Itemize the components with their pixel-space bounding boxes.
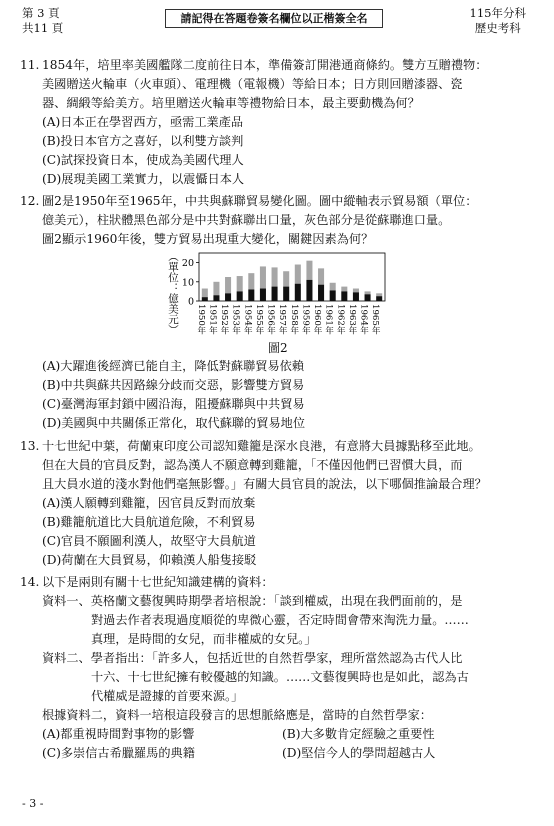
y-tick-label: 0 [187, 296, 194, 308]
x-tick-label: 1953年 [230, 304, 241, 335]
x-tick-label: 1961年 [323, 304, 334, 335]
signature-banner: 請記得在答題卷簽名欄位以正楷簽全名 [165, 9, 383, 28]
x-tick-label: 1955年 [253, 304, 264, 335]
bar-import [330, 283, 336, 291]
bar-export [318, 285, 324, 301]
bar-export [353, 292, 359, 301]
question-13 [20, 437, 534, 570]
option-b[interactable]: (B)大多數肯定經驗之重要性 [282, 727, 435, 741]
figure-caption: 圖2 [268, 341, 288, 355]
bar-export [225, 293, 231, 301]
option-b[interactable]: (B)投日本官方之喜好，以利雙方談判 [42, 134, 244, 148]
source-2-line: 資料二、學者指出：「許多人，包括近世的自然哲學家，理所當然認為古代人比 [42, 651, 463, 665]
exam-year: 115年分科 [469, 6, 526, 20]
option-b[interactable]: (B)中共與蘇共因路線分歧而交惡，影響雙方貿易 [42, 378, 305, 392]
bar-import [283, 271, 289, 286]
bar-export [295, 284, 301, 301]
x-tick-label: 1959年 [300, 304, 311, 335]
bar-import [225, 277, 231, 293]
question-stem-line: 美國贈送火輪車（火車頭）、電理機（電報機）等給日本；日方則回贈漆器、瓷 [42, 77, 463, 91]
question-stem-line: 圖2顯示1960年後，雙方貿易出現重大變化，關鍵因素為何？ [42, 232, 374, 246]
x-tick-label: 1957年 [277, 304, 288, 335]
y-tick-label: 10 [181, 277, 194, 289]
bar-import [306, 261, 312, 280]
y-tick-label: 20 [181, 258, 194, 270]
bar-import [295, 265, 301, 284]
option-c[interactable]: (C)試探投資日本，使成為美國代理人 [42, 153, 244, 167]
bar-import [318, 268, 324, 284]
source-1-line: 資料一、英格蘭文藝復興時期學者培根說：「談到權威，出現在我們面前的，是 [42, 594, 463, 608]
bar-import [376, 293, 382, 296]
question-stem-line: 根據資料二，資料一培根這段發言的思想脈絡應是，當時的自然哲學家： [42, 708, 432, 722]
option-a[interactable]: (A)大躍進後經濟已能自主，降低對蘇聯貿易依賴 [42, 359, 305, 373]
bar-import [213, 282, 219, 295]
header-right [470, 6, 526, 36]
bar-import [202, 289, 208, 298]
header-left [22, 6, 63, 36]
trade-chart-svg [165, 249, 395, 341]
option-b[interactable]: (B)雞籠航道比大員航道危險，不利貿易 [42, 515, 256, 529]
bar-export [365, 294, 371, 301]
question-14 [20, 573, 534, 763]
bar-import [365, 291, 371, 294]
question-number: 11. [20, 58, 40, 72]
x-tick-label: 1963年 [346, 304, 357, 335]
question-12-options [20, 357, 534, 433]
bar-export [341, 291, 347, 301]
option-c[interactable]: (C)臺灣海軍封鎖中國沿海，阻擾蘇聯與中共貿易 [42, 397, 305, 411]
source-1-line: 對過去作者表現過度順從的卑微心靈，否定時間會帶來淘洗力量。…… [91, 613, 469, 627]
option-a[interactable]: (A)日本正在學習西方，亟需工業產品 [42, 115, 244, 129]
question-stem-line: 但在大員的官員反對，認為漢人不願意轉到雞籠，「不僅因他們已習慣大員，而 [42, 458, 463, 472]
total-pages: 共11 頁 [22, 21, 64, 35]
bar-export [272, 287, 278, 301]
bar-import [260, 266, 266, 288]
exam-subject: 歷史考科 [474, 21, 521, 35]
question-11 [20, 56, 534, 189]
question-stem-line: 且大員水道的淺水對他們毫無影響。」有關大員官員的說法，以下哪個推論最合理？ [42, 477, 487, 491]
option-d[interactable]: (D)美國與中共關係正常化，取代蘇聯的貿易地位 [42, 416, 306, 430]
question-stem-line: 器、綢緞等給美方。培里贈送火輪車等禮物給日本，最主要動機為何？ [42, 96, 420, 110]
bar-export [248, 289, 254, 301]
x-tick-label: 1962年 [335, 304, 346, 335]
bar-export [330, 290, 336, 301]
bar-import [353, 289, 359, 293]
trade-chart [165, 249, 395, 341]
option-d[interactable]: (D)堅信今人的學問超越古人 [282, 746, 436, 760]
bar-export [237, 291, 243, 301]
bar-export [306, 280, 312, 301]
x-tick-label: 1950年 [195, 304, 206, 335]
bar-export [376, 296, 382, 301]
bar-export [202, 297, 208, 301]
option-c[interactable]: (C)官員不願圖利漢人，故堅守大員航道 [42, 534, 256, 548]
x-tick-label: 1952年 [219, 304, 230, 335]
bar-import [272, 267, 278, 286]
option-d[interactable]: (D)荷蘭在大員貿易，仰賴漢人船隻接駁 [42, 553, 257, 567]
x-tick-label: 1964年 [358, 304, 369, 335]
bar-export [213, 295, 219, 301]
option-row [20, 744, 534, 763]
question-number: 12. [20, 194, 40, 208]
x-tick-label: 1951年 [207, 304, 218, 335]
page-number: 第 3 頁 [22, 6, 60, 20]
question-number: 14. [20, 575, 40, 589]
source-2-line: 代權威是證據的首要來源。」 [91, 689, 244, 703]
x-tick-label: 1958年 [288, 304, 299, 335]
x-tick-label: 1954年 [242, 304, 253, 335]
x-tick-label: 1956年 [265, 304, 276, 335]
source-1-line: 真理，是時間的女兒，而非權威的女兒。」 [91, 632, 317, 646]
question-intro: 以下是兩則有關十七世紀知識建構的資料： [42, 575, 274, 589]
bar-import [248, 273, 254, 289]
y-axis-label: （單位：億美元） [167, 251, 179, 335]
question-stem-line: 億美元），柱狀體黑色部分是中共對蘇聯出口量，灰色部分是從蘇聯進口量。 [42, 213, 451, 227]
question-12 [20, 192, 534, 249]
option-a[interactable]: (A)都重視時間對事物的影響 [42, 727, 195, 741]
bar-import [341, 287, 347, 292]
option-d[interactable]: (D)展現美國工業實力，以震懾日本人 [42, 172, 245, 186]
option-c[interactable]: (C)多崇信古希臘羅馬的典籍 [42, 746, 195, 760]
page-footer: - 3 - [22, 797, 44, 810]
source-2-line: 十六、十七世紀擁有較優越的知識。……文藝復興時也是如此，認為古 [91, 670, 469, 684]
question-number: 13. [20, 439, 40, 453]
bar-export [283, 287, 289, 301]
bar-import [237, 276, 243, 291]
bar-export [260, 289, 266, 301]
option-row [20, 725, 534, 744]
option-a[interactable]: (A)漢人願轉到雞籠，因官員反對而放棄 [42, 496, 256, 510]
question-stem-line: 圖2是1950年至1965年，中共與蘇聯貿易變化圖。圖中縱軸表示貿易額（單位： [42, 194, 478, 208]
question-stem-line: 1854年，培里率美國艦隊二度前往日本，準備簽訂開港通商條約。雙方互贈禮物： [42, 58, 488, 72]
x-tick-label: 1965年 [370, 304, 381, 335]
question-stem-line: 十七世紀中葉，荷蘭東印度公司認知雞籠是深水良港，有意將大員據點移至此地。 [42, 439, 481, 453]
x-tick-label: 1960年 [312, 304, 323, 335]
